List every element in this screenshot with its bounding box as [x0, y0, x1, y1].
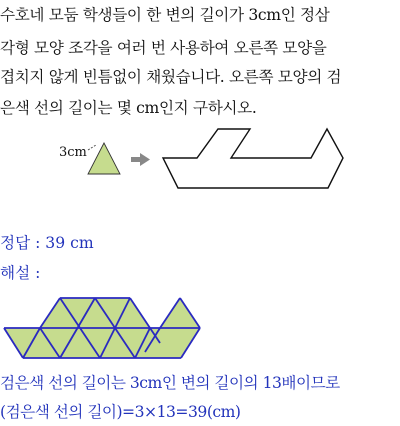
target-outline-shape [163, 129, 343, 188]
label-leader-line [88, 145, 96, 150]
answer-text: 정답 : 39 cm [0, 234, 94, 252]
tiling-solution-figure [4, 298, 200, 358]
question-line-3: 겹치지 않게 빈틈없이 채웠습니다. 오른쪽 모양의 검 [0, 68, 342, 86]
explanation-label: 해설 : [0, 264, 41, 282]
question-line-2: 각형 모양 조각을 여러 번 사용하여 오른쪽 모양을 [0, 39, 327, 57]
explanation-line-2: (검은색 선의 길이)=3×13=39(cm) [0, 403, 241, 421]
explanation-line-1: 검은색 선의 길이는 3cm인 변의 길이의 13배이므로 [0, 374, 340, 392]
question-line-4: 은색 선의 길이는 몇 cm인지 구하시오. [0, 99, 257, 117]
question-line-1: 수호네 모둠 학생들이 한 변의 길이가 3cm인 정삼 [0, 6, 330, 24]
triangle-piece [88, 143, 120, 174]
side-length-label: 3cm [59, 145, 87, 160]
right-arrow-icon [131, 153, 150, 166]
